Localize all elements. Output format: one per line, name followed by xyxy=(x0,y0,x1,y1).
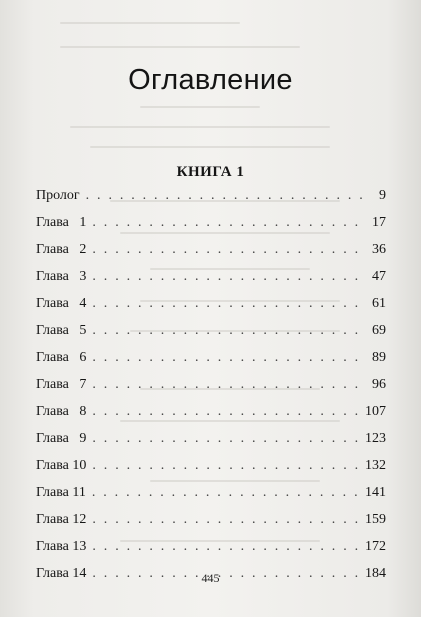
toc-entry-chapter-8[interactable] xyxy=(36,404,386,424)
dot-leader xyxy=(92,512,359,528)
dot-leader xyxy=(92,215,362,231)
toc-entry-label: Глава 2 xyxy=(36,242,87,257)
book-heading: КНИГА 1 xyxy=(176,164,245,180)
toc-entry-page: 61 xyxy=(372,296,386,311)
toc-entry-label: Пролог xyxy=(36,188,80,203)
toc-entry-page: 132 xyxy=(365,458,386,473)
toc-entry-chapter-2[interactable] xyxy=(36,242,386,262)
toc-entry-chapter-4[interactable] xyxy=(36,296,386,316)
dot-leader xyxy=(92,269,362,285)
toc-entry-page: 107 xyxy=(365,404,386,419)
toc-entry-page: 141 xyxy=(365,485,386,500)
toc-entry-label: Глава 13 xyxy=(36,539,87,554)
dot-leader xyxy=(92,242,362,258)
toc-entry-page: 172 xyxy=(365,539,386,554)
dot-leader xyxy=(92,404,359,420)
toc-entry-page: 9 xyxy=(379,188,386,203)
toc-entry-page: 123 xyxy=(365,431,386,446)
dot-leader xyxy=(92,350,362,366)
toc-entry-label: Глава 9 xyxy=(36,431,87,446)
toc-entry-page: 96 xyxy=(372,377,386,392)
dot-leader xyxy=(92,377,362,393)
toc-entry-page: 184 xyxy=(365,566,386,581)
toc-entry-chapter-10[interactable] xyxy=(36,458,386,478)
toc-entry-label: Глава 14 xyxy=(36,566,87,581)
dot-leader xyxy=(86,188,362,204)
dot-leader xyxy=(92,323,362,339)
toc-entry-page: 89 xyxy=(372,350,386,365)
toc-entry-page: 159 xyxy=(365,512,386,527)
toc-entry-label: Глава 5 xyxy=(36,323,87,338)
toc-entry-chapter-11[interactable] xyxy=(36,485,386,505)
dot-leader xyxy=(92,458,359,474)
toc-entry-chapter-6[interactable] xyxy=(36,350,386,370)
toc-entry-prologue[interactable] xyxy=(36,188,386,208)
toc-entry-label: Глава 11 xyxy=(36,485,86,500)
toc-entry-chapter-7[interactable] xyxy=(36,377,386,397)
toc-entry-page: 36 xyxy=(372,242,386,257)
page-number: 445 xyxy=(201,571,220,585)
page-title: Оглавление xyxy=(128,64,293,96)
toc-entry-chapter-12[interactable] xyxy=(36,512,386,532)
toc-entry-chapter-9[interactable] xyxy=(36,431,386,451)
toc-entry-chapter-3[interactable] xyxy=(36,269,386,289)
toc-entry-page: 69 xyxy=(372,323,386,338)
toc-entry-chapter-1[interactable] xyxy=(36,215,386,235)
toc-entry-label: Глава 4 xyxy=(36,296,87,311)
toc-entry-label: Глава 3 xyxy=(36,269,87,284)
dot-leader xyxy=(92,431,359,447)
toc-entry-label: Глава 12 xyxy=(36,512,87,527)
toc-entry-label: Глава 8 xyxy=(36,404,87,419)
dot-leader xyxy=(92,485,359,501)
toc-entry-chapter-5[interactable] xyxy=(36,323,386,343)
dot-leader xyxy=(92,539,359,555)
toc-entry-page: 17 xyxy=(372,215,386,230)
toc-entry-label: Глава 7 xyxy=(36,377,87,392)
toc-entry-label: Глава 10 xyxy=(36,458,87,473)
toc-entry-label: Глава 1 xyxy=(36,215,87,230)
toc-entry-label: Глава 6 xyxy=(36,350,87,365)
toc-entry-chapter-13[interactable] xyxy=(36,539,386,559)
dot-leader xyxy=(92,296,362,312)
toc-entry-page: 47 xyxy=(372,269,386,284)
